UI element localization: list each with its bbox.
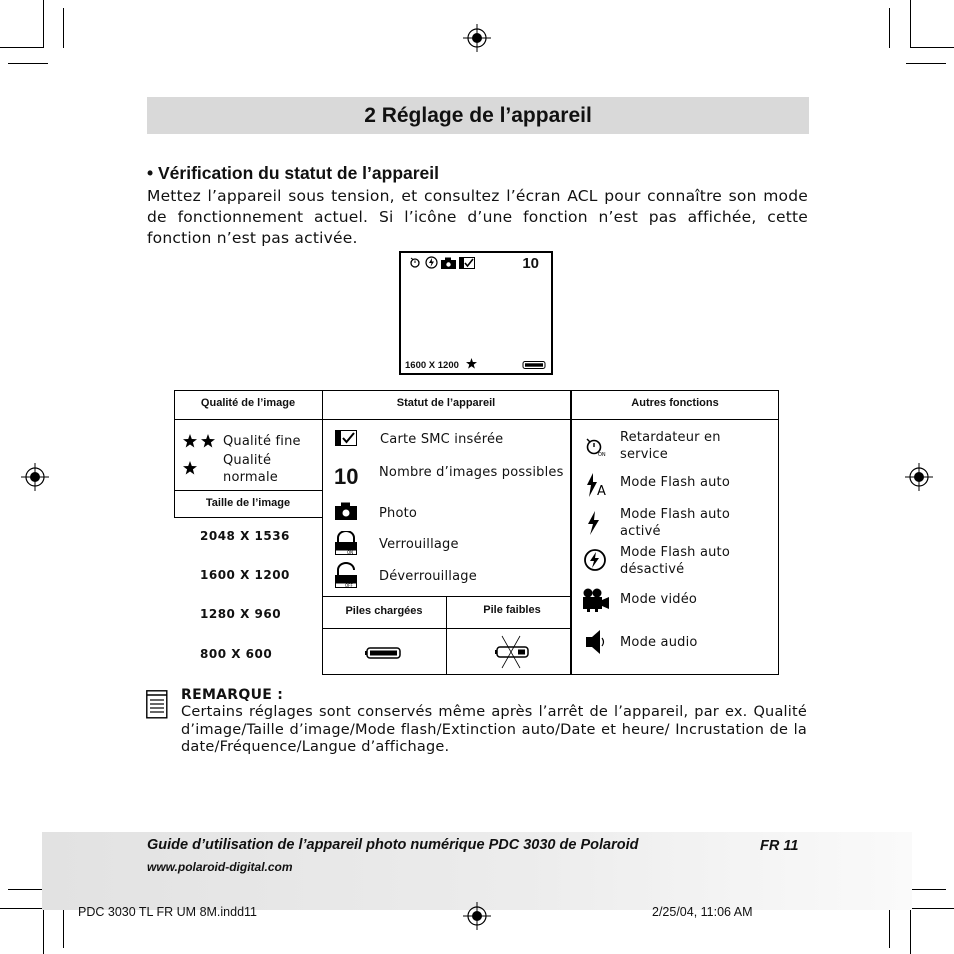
- other-flash-auto-label: Mode Flash auto: [620, 475, 731, 490]
- registration-mark-bottom-icon: [463, 902, 491, 930]
- camera-icon: [441, 257, 456, 269]
- size-item: 800 X 600: [200, 647, 273, 661]
- note-title: REMARQUE :: [181, 687, 284, 703]
- status-unlock-label: Déverrouillage: [379, 569, 477, 584]
- smc-card-icon: [459, 257, 475, 269]
- status-photo-label: Photo: [379, 506, 418, 521]
- svg-text:ON: ON: [347, 550, 354, 555]
- flash-off-icon: [425, 256, 438, 269]
- battery-full-icon: [522, 361, 546, 369]
- header-batt-low: Pile faibles: [483, 604, 541, 616]
- battery-full-icon: [365, 647, 401, 659]
- status-count-label: Nombre d’images possibles: [379, 465, 564, 480]
- lcd-resolution-text: 1600 X 1200: [405, 360, 459, 371]
- flash-on-icon: [587, 510, 601, 536]
- svg-text:OFF: OFF: [345, 583, 353, 588]
- note-body: Certains réglages sont conservés même après l’arrêt de l’appareil, par ex. Qualité d’image/Taille d’image/Mode flash/Extinction auto/Date et heure/ Incrustation de la date/Fréquence/Langue d’affichage.: [181, 704, 807, 755]
- size-item: 2048 X 1536: [200, 529, 290, 543]
- section-heading: • Vérification du statut de l’appareil: [147, 163, 440, 183]
- two-stars-icon: [183, 434, 215, 448]
- page-number: FR 11: [760, 838, 799, 854]
- intro-paragraph: Mettez l’appareil sous tension, et consultez l’écran ACL pour connaître son mode de fonctionnement actuel. Si l’icône d’une fonction n’est pas affichée, cette fonction n’est pas activée.: [147, 187, 808, 247]
- note-icon: [146, 690, 168, 719]
- page-title-bar: [147, 97, 809, 134]
- star-icon: [183, 461, 197, 475]
- lock-icon: [335, 531, 357, 555]
- footer-guide-title: Guide d’utilisation de l’appareil photo numérique PDC 3030 de Polaroid: [147, 837, 639, 853]
- other-flash-on-label: Mode Flash auto activé: [620, 507, 731, 539]
- other-video-label: Mode vidéo: [620, 592, 698, 607]
- status-lock-label: Verrouillage: [379, 537, 459, 552]
- page-title: 2 Réglage de l’appareil: [364, 103, 592, 127]
- lcd-shots-remaining: 10: [522, 255, 539, 272]
- other-timer-label: Retardateur en service: [620, 430, 721, 462]
- self-timer-icon: [409, 256, 422, 269]
- quality-fine-label: Qualité fine: [223, 434, 301, 449]
- quality-normal-label: Qualité normale: [223, 453, 278, 485]
- self-timer-icon: [584, 437, 608, 457]
- lcd-status-icons: [409, 256, 475, 269]
- size-item: 1280 X 960: [200, 607, 282, 621]
- registration-mark-top-icon: [463, 24, 491, 52]
- svg-text:ON: ON: [598, 452, 606, 457]
- video-camera-icon: [582, 588, 610, 612]
- lcd-screen: [399, 251, 553, 375]
- header-quality: Qualité de l’image: [200, 397, 296, 409]
- status-smc-label: Carte SMC insérée: [380, 432, 504, 447]
- registration-mark-right-icon: [905, 463, 933, 491]
- camera-icon: [335, 502, 357, 520]
- other-flash-off-label: Mode Flash auto désactivé: [620, 545, 731, 577]
- header-batt-full: Piles chargées: [345, 605, 423, 617]
- header-size: Taille de l’image: [205, 497, 291, 509]
- star-icon: [466, 358, 477, 369]
- header-other: Autres fonctions: [631, 397, 719, 409]
- slug-date: 2/25/04, 11:06 AM: [652, 905, 753, 919]
- size-item: 1600 X 1200: [200, 568, 290, 582]
- flash-off-icon: [583, 548, 607, 572]
- svg-text:A: A: [597, 484, 606, 498]
- lcd-resolution: [405, 358, 477, 371]
- header-status: Statut de l’appareil: [396, 397, 496, 409]
- registration-mark-left-icon: [21, 463, 49, 491]
- slug-filename: PDC 3030 TL FR UM 8M.indd11: [78, 905, 258, 919]
- smc-card-icon: [335, 430, 357, 446]
- other-audio-label: Mode audio: [620, 635, 698, 650]
- battery-low-icon: [494, 635, 530, 669]
- footer-url: www.polaroid-digital.com: [147, 860, 293, 874]
- speaker-icon: [584, 628, 608, 656]
- unlock-icon: [335, 562, 357, 588]
- shots-count-symbol: 10: [334, 464, 359, 489]
- flash-auto-icon: [586, 472, 608, 498]
